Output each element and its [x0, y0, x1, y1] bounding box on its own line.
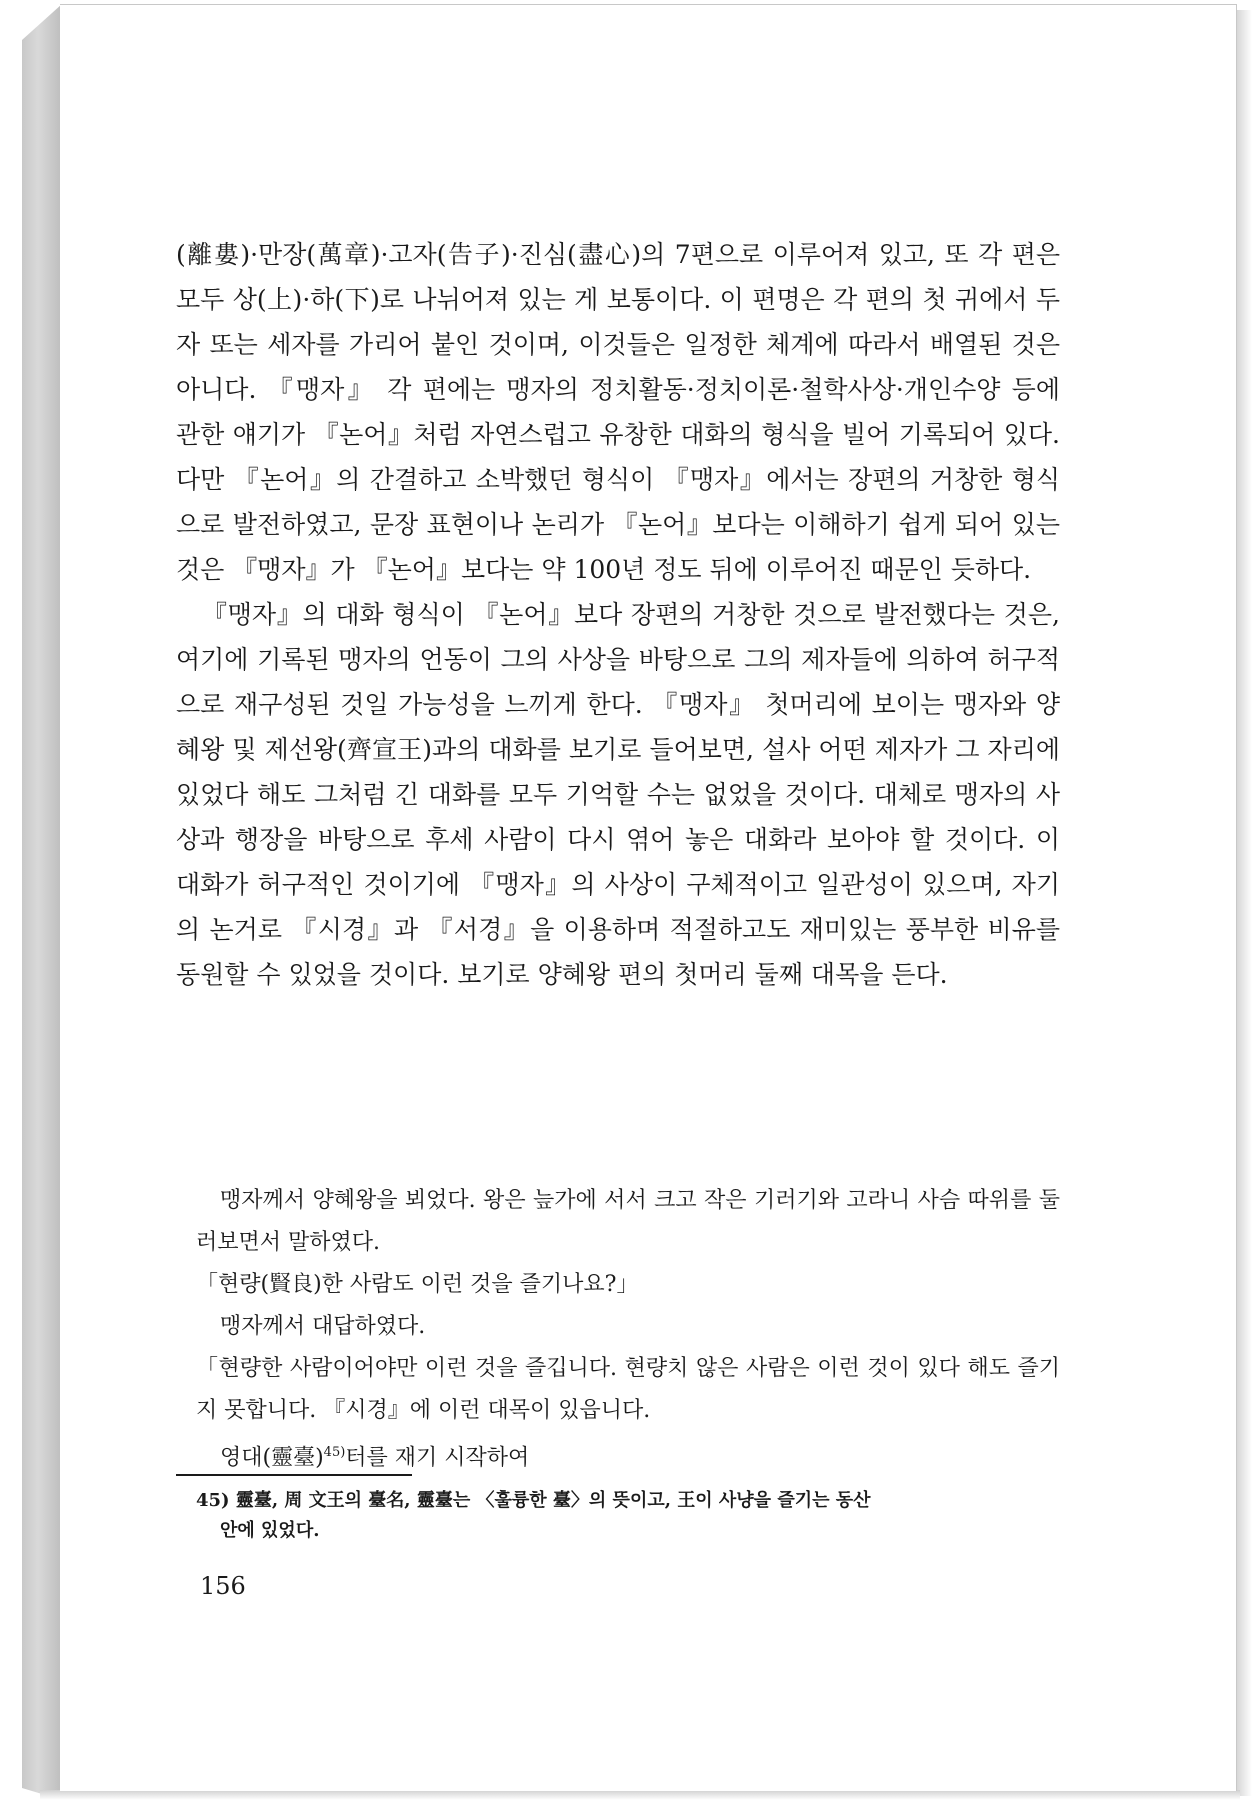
quoted-dialogue — [196, 1180, 1060, 1479]
page-number: 156 — [200, 1572, 246, 1600]
footnote-reference: 45) — [323, 1445, 346, 1460]
body-paragraph-2: 『맹자』의 대화 형식이 『논어』보다 장편의 거창한 것으로 발전했다는 것은, 여기에 기록된 맹자의 언동이 그의 사상을 바탕으로 그의 제자들에 의하여 허구적으로 재구성된 것일 가능성을 느끼게 한다. 『맹자』 첫머리에 보이는 맹자와 양혜왕 및 제선왕(齊宣王)과의 대화를 보기로 들어보면, 설사 어떤 제자가 그 자리에 있었다 해도 그처럼 긴 대화를 모두 기억할 수는 없었을 것이다. 대체로 맹자의 사상과 행장을 바탕으로 후세 사람이 다시 엮어 놓은 대화라 보아야 할 것이다. 이 대화가 허구적인 것이기에 『맹자』의 사상이 구체적이고 일관성이 있으며, 자기의 논거로 『시경』과 『서경』을 이용하며 적절하고도 재미있는 풍부한 비유를 동원할 수 있었을 것이다. 보기로 양혜왕 편의 첫머리 둘째 대목을 든다. — [176, 600, 1060, 989]
footnote-divider — [176, 1474, 412, 1476]
footnote-line-1: 45) 靈臺, 周 文王의 臺名, 靈臺는 〈훌륭한 臺〉의 뜻이고, 王이 사냥을 즐기는 동산 — [196, 1490, 871, 1511]
quote-line-4: 「현량한 사람이어야만 이런 것을 즐깁니다. 현량치 않은 사람은 이런 것이 있다 해도 즐기지 못합니다. 『시경』에 이런 대목이 있읍니다. — [196, 1356, 1060, 1423]
footnote-line-2: 안에 있었다. — [220, 1520, 320, 1541]
quote-line-5 — [196, 1432, 1060, 1479]
body-paragraph-1: (離婁)·만장(萬章)·고자(告子)·진심(盡心)의 7편으로 이루어져 있고, 또 각 편은 모두 상(上)·하(下)로 나뉘어져 있는 게 보통이다. 이 편명은 각 편의 첫 귀에서 두자 또는 세자를 가리어 붙인 것이며, 이것들은 일정한 체계에 따라서 배열된 것은 아니다. 『맹자』 각 편에는 맹자의 정치활동·정치이론·철학사상·개인수양 등에 관한 얘기가 『논어』처럼 자연스럽고 유창한 대화의 형식을 빌어 기록되어 있다. 다만 『논어』의 간결하고 소박했던 형식이 『맹자』에서는 장편의 거창한 형식으로 발전하였고, 문장 표현이나 논리가 『논어』보다는 이해하기 쉽게 되어 있는 것은 『맹자』가 『논어』보다는 약 100년 정도 뒤에 이루어진 때문인 듯하다. — [176, 240, 1060, 584]
body-text — [176, 232, 1060, 997]
book-spine-edge — [22, 4, 62, 1800]
quote-line-1: 맹자께서 양혜왕을 뵈었다. 왕은 늪가에 서서 크고 작은 기러기와 고라니 사슴 따위를 둘러보면서 말하였다. — [196, 1188, 1060, 1255]
page-bottom-shadow — [40, 1790, 1240, 1800]
footnote — [196, 1486, 1060, 1546]
quote-line-2: 「현량(賢良)한 사람도 이런 것을 즐기나요?」 — [196, 1272, 639, 1297]
quote-line-3: 맹자께서 대답하였다. — [220, 1314, 426, 1339]
quote-line-5-text: 영대(靈臺) — [220, 1445, 324, 1471]
quote-line-5-rest: 터를 재기 시작하여 — [345, 1445, 530, 1471]
